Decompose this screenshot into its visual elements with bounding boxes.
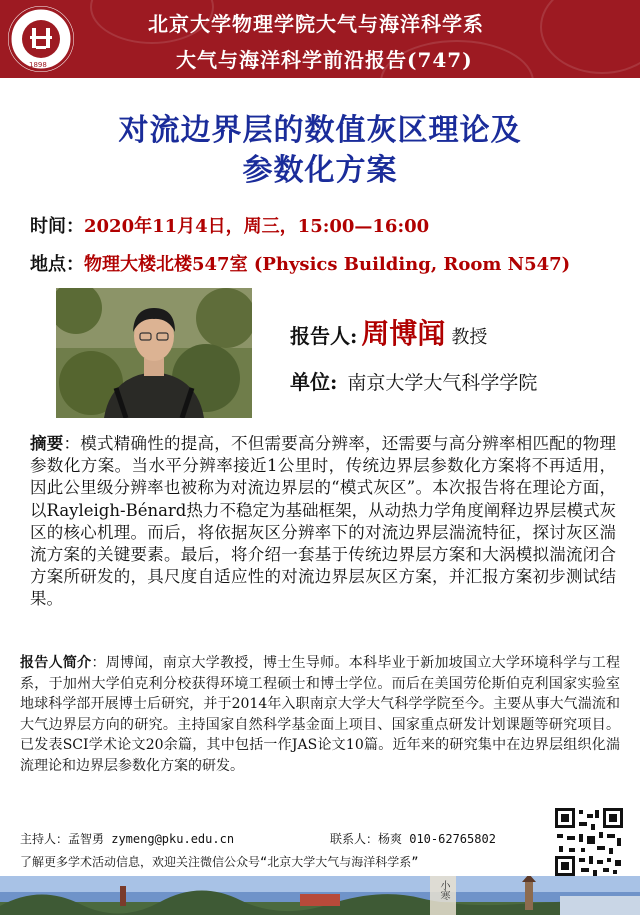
- department-name: 北京大学物理学院大气与海洋科学系: [148, 12, 484, 36]
- qr-caption: 小寒: [438, 880, 449, 900]
- affiliation-row: [290, 366, 537, 395]
- affiliation-label: 单位:: [290, 370, 338, 394]
- time-label: 时间：: [30, 216, 84, 237]
- pku-logo: [6, 4, 76, 74]
- talk-title-line1: 对流边界层的数值灰区理论及: [118, 113, 522, 148]
- speaker-photo: [56, 288, 252, 418]
- wechat-note: 了解更多学术活动信息，欢迎关注微信公众号“北京大学大气与海洋科学系”: [20, 855, 419, 869]
- speaker-row: [290, 312, 487, 352]
- bio-label: 报告人简介: [20, 655, 92, 671]
- cloud-pattern: [540, 0, 640, 74]
- place-row: [30, 250, 570, 276]
- speaker-title: 教授: [451, 327, 488, 348]
- contact-info: 联系人：杨爽 010-62765802: [330, 832, 496, 846]
- host-info: 主持人：孟智勇 zymeng@pku.edu.cn: [20, 832, 235, 846]
- time-value: 2020年11月4日，周三，15:00—16:00: [84, 216, 430, 237]
- talk-title-line2: 参数化方案: [242, 153, 398, 188]
- time-row: [30, 212, 429, 238]
- speaker-name: 周博闻: [361, 317, 446, 350]
- campus-photo-strip: [0, 876, 640, 915]
- abstract-label: 摘要: [30, 434, 64, 453]
- wechat-qr-code[interactable]: [553, 806, 625, 878]
- affiliation-value: 南京大学大气科学学院: [347, 372, 538, 394]
- place-value: 物理大楼北楼547室 (Physics Building, Room N547): [84, 254, 571, 275]
- logo-year: 1898: [29, 61, 47, 69]
- abstract-section: [30, 433, 616, 611]
- bio-text: ：周博闻，南京大学教授，博士生导师。本科毕业于新加坡国立大学环境科学与工程系，于加州大学伯克利分校获得环境工程硕士和博士学位。而后在美国劳伦斯伯克利国家实验室地球科学部开展博士后研究，并于2014年入职南京大学大气科学学院至今。主要从事大气湍流和大气边界层方向的研究。主持国家自然科学基金面上项目、国家重点研发计划课题等研究项目。已发表SCI学术论文20余篇，其中包括一作JAS论文10篇。近年来的研究集中在边界层组织化湍流理论和边界层参数化方案的研发。: [20, 655, 621, 774]
- place-label: 地点：: [30, 254, 84, 275]
- abstract-text: ：模式精确性的提高，不但需要高分辨率，还需要与高分辨率相匹配的物理参数化方案。当水平分辨率接近1公里时，传统边界层参数化方案将不再适用，因此公里级分辨率也被称为对流边界层的“模式灰区”。本次报告将在理论方面，以Rayleigh-Bénard热力不稳定为基础框架，从动热力学角度阐释边界层模式灰区的核心机理。而后，将依据灰区分辨率下的对流边界层湍流特征，探讨灰区湍流方案的关键要素。最后，将介绍一套基于传统边界层方案和大涡模拟湍流闭合方案所研发的，具尺度自适应性的对流边界层灰区方案，并汇报方案初步测试结果。: [30, 434, 616, 609]
- header-banner: [0, 0, 640, 78]
- seminar-series: 大气与海洋科学前沿报告(747): [176, 48, 473, 72]
- bio-section: [20, 653, 620, 776]
- speaker-label: 报告人:: [290, 324, 358, 348]
